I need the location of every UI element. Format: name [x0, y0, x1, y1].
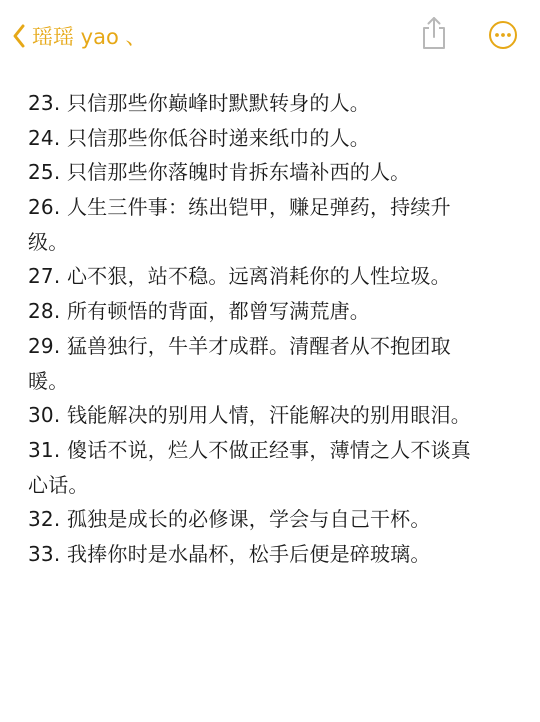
note-line: 28. 所有顿悟的背面，都曾写满荒唐。 — [28, 299, 370, 324]
note-line: 31. 傻话不说，烂人不做正经事，薄情之人不谈真 — [28, 437, 471, 462]
share-icon — [419, 36, 449, 55]
share-button[interactable] — [419, 15, 449, 51]
navigation-bar — [0, 0, 540, 72]
note-line: 30. 钱能解决的别用人情，汗能解决的别用眼泪。 — [28, 403, 471, 428]
more-icon — [488, 35, 518, 54]
note-line: 23. 只信那些你巅峰时默默转身的人。 — [28, 91, 370, 115]
note-line: 27. 心不狠，站不稳。远离消耗你的人性垃圾。 — [28, 264, 451, 289]
note-line: 心话。 — [28, 472, 89, 497]
note-body[interactable] — [28, 86, 528, 572]
note-line: 24. 只信那些你低谷时递来纸巾的人。 — [28, 125, 370, 150]
note-line: 26. 人生三件事：练出铠甲，赚足弹药，持续升 — [28, 195, 451, 220]
note-line: 级。 — [28, 229, 69, 254]
note-line: 29. 猛兽独行，牛羊才成群。清醒者从不抱团取 — [28, 333, 451, 358]
more-options-button[interactable] — [488, 20, 518, 50]
back-button[interactable] — [12, 18, 147, 54]
chevron-left-icon — [12, 23, 26, 49]
back-button-label: 瑶瑶 yao 、 — [32, 25, 147, 49]
note-line: 25. 只信那些你落魄时肯拆东墙补西的人。 — [28, 160, 411, 185]
note-line: 33. 我捧你时是水晶杯，松手后便是碎玻璃。 — [28, 541, 431, 566]
note-line: 32. 孤独是成长的必修课，学会与自己干杯。 — [28, 507, 431, 532]
note-line: 暖。 — [28, 368, 69, 393]
